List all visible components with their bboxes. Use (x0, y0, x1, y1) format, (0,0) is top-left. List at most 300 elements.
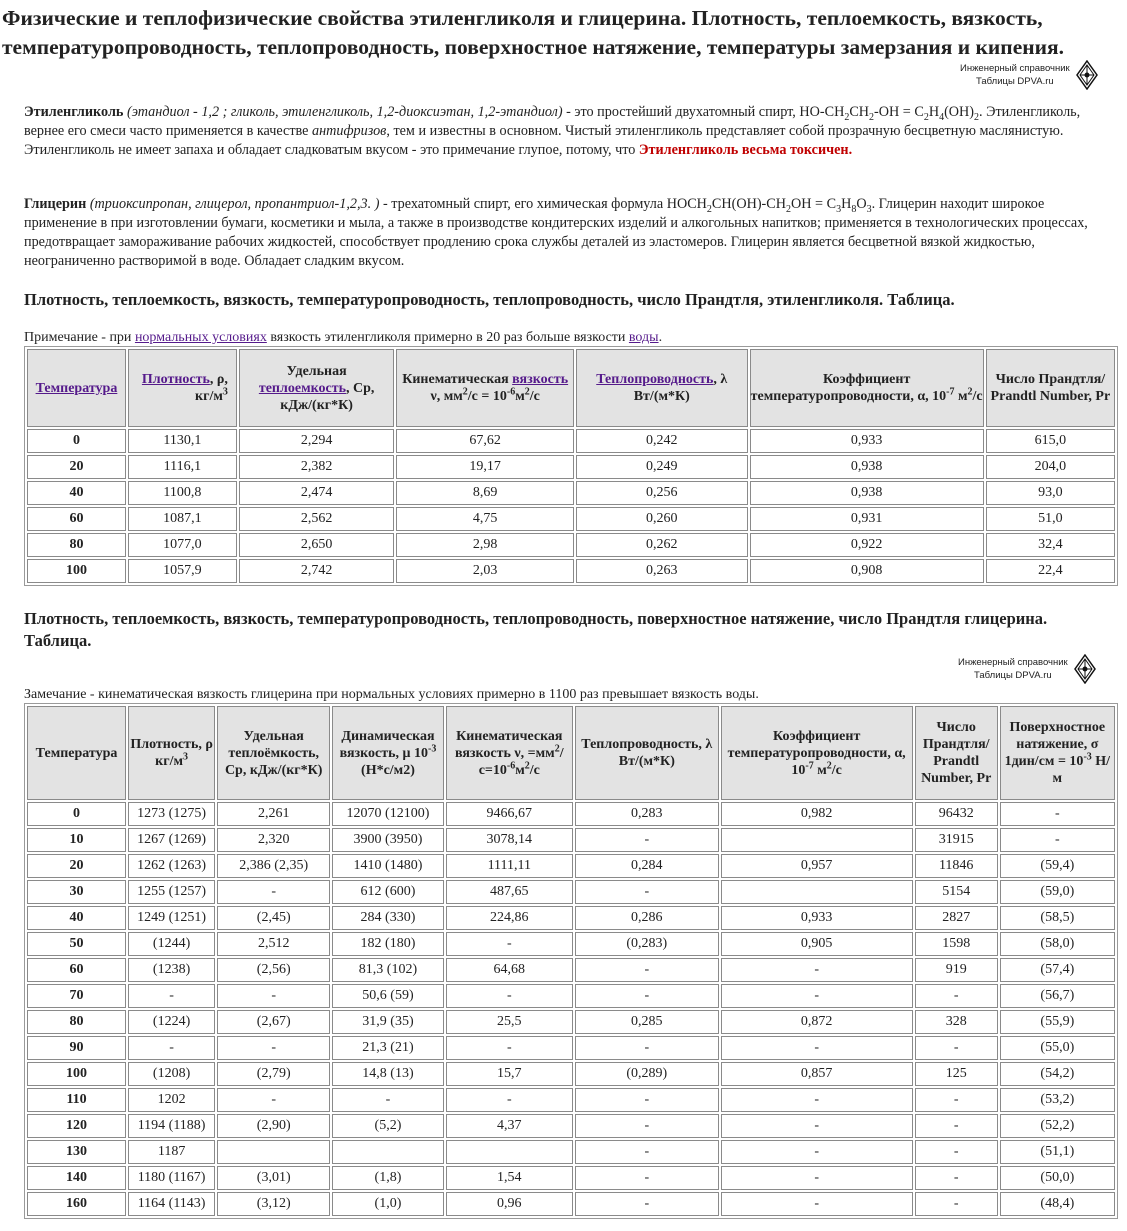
table-cell: 4,75 (396, 507, 574, 531)
table-cell: 1130,1 (128, 429, 237, 453)
table-cell: 0,96 (446, 1192, 573, 1216)
table-row (27, 481, 1115, 505)
temperature-cell: 80 (27, 533, 126, 557)
header-temperature: Температура (27, 706, 126, 800)
table-cell (217, 1140, 330, 1164)
table-cell: 2827 (915, 906, 998, 930)
table-cell: - (915, 1192, 998, 1216)
text-fragment: Динамическая вязкость, μ 10 (339, 728, 435, 761)
table-cell: 0,285 (575, 1010, 719, 1034)
table-cell: - (217, 880, 330, 904)
ethylene-glycol-table-body (27, 429, 1115, 583)
table-cell: - (446, 984, 573, 1008)
table-cell: 81,3 (102) (332, 958, 443, 982)
heat-capacity-link[interactable]: теплоемкость (258, 380, 346, 396)
viscosity-link[interactable]: вязкость (512, 372, 569, 387)
ethylene-glycol-table-title: Плотность, теплоемкость, вязкость, температуропроводность, теплопроводность, число Прандтля, этиленгликоля. Таблица. (24, 290, 955, 309)
table-cell: 3078,14 (446, 828, 573, 852)
text-fragment: Н/м (1052, 754, 1111, 786)
subscript: 3 (866, 203, 872, 215)
table-cell: (1,8) (332, 1166, 443, 1190)
temperature-cell: 0 (27, 802, 126, 826)
table-cell: (53,2) (1000, 1088, 1115, 1112)
table-cell: (1,0) (332, 1192, 443, 1216)
thermal-conductivity-link[interactable]: Теплопроводность (596, 372, 714, 387)
superscript: 2 (524, 386, 530, 398)
table-cell: - (217, 984, 330, 1008)
text-fragment: м (813, 762, 827, 778)
table-cell: 2,382 (239, 455, 394, 479)
text-fragment: -ОН = С (874, 104, 924, 120)
density-link[interactable]: Плотность (141, 372, 210, 387)
temperature-cell: 50 (27, 932, 126, 956)
header-prandtl: Число Прандтля/ Prandtl Number, Pr (915, 706, 998, 800)
table-cell: 2,650 (239, 533, 394, 557)
temperature-cell: 60 (27, 958, 126, 982)
table-cell: 0,256 (576, 481, 748, 505)
table-cell: (1238) (128, 958, 215, 982)
table-cell: - (446, 1036, 573, 1060)
text-fragment: /с (972, 389, 983, 404)
text-fragment: (Н*с/м2) (361, 762, 415, 778)
table-cell: - (1000, 802, 1115, 826)
water-link[interactable]: воды (628, 330, 659, 345)
glycerin-table-body (27, 802, 1115, 1216)
subscript: 2 (869, 111, 875, 123)
table-cell: 11846 (915, 854, 998, 878)
superscript: 3 (183, 751, 189, 763)
text-fragment: , λ Вт/(м*К) (633, 372, 728, 404)
table-cell: (2,90) (217, 1114, 330, 1138)
subscript: 2 (974, 111, 980, 123)
table-cell: (2,67) (217, 1010, 330, 1034)
table-cell: - (575, 828, 719, 852)
table-cell: 1262 (1263) (128, 854, 215, 878)
table-cell: - (721, 958, 913, 982)
text-fragment: /с=10 (478, 745, 564, 778)
superscript: -6 (506, 759, 516, 771)
table-cell (721, 828, 913, 852)
superscript: -3 (1083, 751, 1092, 763)
table-cell: 2,320 (217, 828, 330, 852)
table-cell: 31915 (915, 828, 998, 852)
table-header-row (27, 349, 1115, 427)
table-cell: (59,4) (1000, 854, 1115, 878)
table-cell: - (915, 984, 998, 1008)
table-cell: (50,0) (1000, 1166, 1115, 1190)
table-row (27, 533, 1115, 557)
temperature-cell: 70 (27, 984, 126, 1008)
temperature-cell: 40 (27, 906, 126, 930)
header-dynamic-viscosity (332, 706, 443, 800)
table-cell: 487,65 (446, 880, 573, 904)
table-cell: 2,474 (239, 481, 394, 505)
table-cell: - (575, 1140, 719, 1164)
temperature-cell: 30 (27, 880, 126, 904)
table-cell: 0,284 (575, 854, 719, 878)
table-row (27, 880, 1115, 904)
table-row (27, 1088, 1115, 1112)
table-cell: - (446, 932, 573, 956)
header-thermal-conductivity (576, 349, 748, 427)
table-cell: - (915, 1088, 998, 1112)
table-header-row (27, 706, 1115, 800)
table-cell: - (721, 1166, 913, 1190)
temperature-cell: 0 (27, 429, 126, 453)
table-cell: - (575, 1088, 719, 1112)
dpva-logo[interactable] (958, 654, 1096, 684)
ethylene-glycol-table (24, 346, 1118, 586)
text-fragment: /с = 10 (467, 389, 507, 404)
table-cell: 1164 (1143) (128, 1192, 215, 1216)
table-cell: (5,2) (332, 1114, 443, 1138)
table-cell: - (446, 1088, 573, 1112)
table-cell: 1273 (1275) (128, 802, 215, 826)
ethylene-glycol-table-note (24, 329, 662, 346)
temperature-cell: 80 (27, 1010, 126, 1034)
text-fragment: /с (831, 762, 842, 778)
header-temperature (27, 349, 126, 427)
table-row (27, 958, 1115, 982)
table-cell: 0,905 (721, 932, 913, 956)
superscript: 2 (462, 386, 468, 398)
subscript: 8 (851, 203, 857, 215)
text-fragment: (ОН) (944, 104, 975, 120)
table-cell: (2,56) (217, 958, 330, 982)
table-cell: (3,01) (217, 1166, 330, 1190)
table-cell: 1255 (1257) (128, 880, 215, 904)
table-cell: 284 (330) (332, 906, 443, 930)
ethylene-glycol-synonyms: (этандиол - 1,2 ; гликоль, этиленгликоль, 1,2-диоксиэтан, 1,2-этандиол) (126, 104, 563, 120)
table-row (27, 828, 1115, 852)
table-row (27, 1140, 1115, 1164)
table-cell: 2,03 (396, 559, 574, 583)
table-row (27, 1166, 1115, 1190)
text-fragment: CH(OH)-CH (711, 196, 786, 212)
table-cell: 31,9 (35) (332, 1010, 443, 1034)
table-cell: 93,0 (986, 481, 1115, 505)
temperature-link[interactable]: Температура (35, 380, 118, 396)
table-cell: 0,982 (721, 802, 913, 826)
header-density (128, 349, 237, 427)
temperature-cell: 120 (27, 1114, 126, 1138)
text-fragment: Коэффициент температуропроводности, α, 10 (727, 728, 906, 778)
temperature-cell: 110 (27, 1088, 126, 1112)
table-cell: 22,4 (986, 559, 1115, 583)
table-cell: 1116,1 (128, 455, 237, 479)
table-cell: 2,512 (217, 932, 330, 956)
temperature-cell: 20 (27, 854, 126, 878)
text-fragment: Коэффициент температуропроводности, α, 10 (750, 372, 947, 404)
table-cell: 32,4 (986, 533, 1115, 557)
text-fragment: Кинематическая вязкость ν, =мм (454, 728, 563, 761)
table-row (27, 507, 1115, 531)
table-row (27, 906, 1115, 930)
logo-line-1: Инженерный справочник (960, 63, 1070, 74)
table-cell: (58,0) (1000, 932, 1115, 956)
subscript: 2 (923, 111, 929, 123)
glycerin-name: Глицерин (24, 196, 87, 212)
table-cell: (3,12) (217, 1192, 330, 1216)
table-cell: - (721, 984, 913, 1008)
table-row (27, 429, 1115, 453)
superscript: 2 (524, 759, 530, 771)
superscript: 2 (826, 759, 832, 771)
table-cell: 21,3 (21) (332, 1036, 443, 1060)
table-cell: (55,9) (1000, 1010, 1115, 1034)
table-cell: 2,562 (239, 507, 394, 531)
text-fragment: . (658, 330, 663, 345)
temperature-cell: 100 (27, 559, 126, 583)
table-cell: - (721, 1192, 913, 1216)
table-cell: 12070 (12100) (332, 802, 443, 826)
table-cell: 4,37 (446, 1114, 573, 1138)
temperature-cell: 90 (27, 1036, 126, 1060)
table-cell: 0,933 (750, 429, 984, 453)
table-cell: 0,242 (576, 429, 748, 453)
table-cell: - (128, 984, 215, 1008)
table-cell (721, 880, 913, 904)
table-row (27, 854, 1115, 878)
table-cell: 2,294 (239, 429, 394, 453)
table-cell: 19,17 (396, 455, 574, 479)
header-thermal-diffusivity (721, 706, 913, 800)
text-fragment: Н (928, 104, 940, 120)
table-cell: 64,68 (446, 958, 573, 982)
page-title: Физические и теплофизические свойства этиленгликоля и глицерина. Плотность, теплоемкость, вязкость, температуропроводность, теплопроводность, поверхностное натяжение, температуры замерзания и кипения. (2, 6, 1065, 59)
table-cell: 1057,9 (128, 559, 237, 583)
table-cell: 0,262 (576, 533, 748, 557)
glycerin-description (24, 195, 1114, 271)
subscript: 4 (939, 111, 945, 123)
text-fragment: O (856, 196, 867, 212)
text-fragment: OH = C (791, 196, 837, 212)
table-cell: - (915, 1140, 998, 1164)
table-row (27, 984, 1115, 1008)
table-row (27, 1010, 1115, 1034)
header-heat-capacity (239, 349, 394, 427)
text-fragment: , ρ, кг/м (195, 372, 228, 404)
table-row (27, 1114, 1115, 1138)
table-cell: - (915, 1166, 998, 1190)
table-row (27, 455, 1115, 479)
table-cell: 0,938 (750, 481, 984, 505)
superscript: 2 (554, 742, 560, 754)
subscript: 2 (786, 203, 791, 215)
superscript: -6 (506, 386, 516, 398)
table-cell: 0,922 (750, 533, 984, 557)
table-cell: - (575, 1192, 719, 1216)
table-cell: 182 (180) (332, 932, 443, 956)
table-cell: - (575, 1036, 719, 1060)
table-cell: - (1000, 828, 1115, 852)
table-cell: 14,8 (13) (332, 1062, 443, 1086)
normal-conditions-link[interactable]: нормальных условиях (134, 330, 267, 345)
table-cell: 0,908 (750, 559, 984, 583)
header-kinematic-viscosity (396, 349, 574, 427)
text-fragment: СН (849, 104, 870, 120)
diamond-logo-icon (1076, 60, 1098, 90)
table-cell: 1187 (128, 1140, 215, 1164)
table-cell: 67,62 (396, 429, 574, 453)
table-cell: 1249 (1251) (128, 906, 215, 930)
table-cell: 1100,8 (128, 481, 237, 505)
table-cell: 5154 (915, 880, 998, 904)
table-cell: 2,98 (396, 533, 574, 557)
table-cell: - (721, 1088, 913, 1112)
superscript: -7 (946, 386, 955, 398)
ethylene-glycol-description (24, 103, 1114, 160)
table-cell: 224,86 (446, 906, 573, 930)
table-cell: - (575, 1166, 719, 1190)
text-fragment: м (515, 389, 525, 404)
table-cell: 1180 (1167) (128, 1166, 215, 1190)
table-cell: 0,283 (575, 802, 719, 826)
text-fragment: /с (529, 389, 540, 404)
text-fragment: Примечание - при (24, 330, 135, 345)
glycerin-table (24, 703, 1118, 1219)
table-cell: 328 (915, 1010, 998, 1034)
temperature-cell: 140 (27, 1166, 126, 1190)
header-prandtl: Число Прандтля/ Prandtl Number, Pr (986, 349, 1115, 427)
text-fragment: /с (529, 762, 540, 778)
table-cell: 0,931 (750, 507, 984, 531)
table-cell: 1111,11 (446, 854, 573, 878)
text-fragment: . Этиленгликоль, вернее его смеси часто применяется в качестве (24, 104, 1081, 139)
header-kinematic-viscosity (446, 706, 573, 800)
table-row (27, 802, 1115, 826)
antifreeze-term: антифризов (312, 123, 387, 139)
subscript: 3 (836, 203, 842, 215)
text-fragment: - трехатомный спирт, его химическая формула HOCH (379, 196, 707, 212)
table-row (27, 1192, 1115, 1216)
superscript: 3 (222, 386, 228, 398)
table-cell: 919 (915, 958, 998, 982)
table-cell: 25,5 (446, 1010, 573, 1034)
table-cell: - (128, 1036, 215, 1060)
table-cell: (1224) (128, 1010, 215, 1034)
table-cell: 0,933 (721, 906, 913, 930)
table-cell: 615,0 (986, 429, 1115, 453)
temperature-cell: 60 (27, 507, 126, 531)
temperature-cell: 100 (27, 1062, 126, 1086)
table-cell: - (915, 1036, 998, 1060)
table-cell: - (217, 1088, 330, 1112)
temperature-cell: 10 (27, 828, 126, 852)
table-cell: (56,7) (1000, 984, 1115, 1008)
logo-line-1: Инженерный справочник (958, 657, 1068, 668)
glycerin-synonyms: (триоксипропан, глицерол, пропантриол-1,2,3. ) (89, 196, 380, 212)
header-surface-tension (1000, 706, 1115, 800)
superscript: 2 (967, 386, 973, 398)
table-cell: 2,386 (2,35) (217, 854, 330, 878)
text-fragment: ν, мм (430, 389, 463, 404)
text-fragment: , Cp, кДж/(кг*К) (280, 380, 375, 413)
table-cell: - (575, 958, 719, 982)
text-fragment: Кинематическая (402, 372, 513, 387)
table-cell: 612 (600) (332, 880, 443, 904)
table-cell: 2,261 (217, 802, 330, 826)
table-cell: 8,69 (396, 481, 574, 505)
table-row (27, 932, 1115, 956)
temperature-cell: 20 (27, 455, 126, 479)
table-cell: 3900 (3950) (332, 828, 443, 852)
table-cell: 1598 (915, 932, 998, 956)
table-cell: - (915, 1114, 998, 1138)
logo-text (958, 656, 1068, 682)
table-cell: 125 (915, 1062, 998, 1086)
table-cell: 204,0 (986, 455, 1115, 479)
table-cell: (0,289) (575, 1062, 719, 1086)
table-cell: 50,6 (59) (332, 984, 443, 1008)
header-heat-capacity: Удельная теплоёмкость, Cp, кДж/(кг*К) (217, 706, 330, 800)
text-fragment: , тем и известны в основном. Чистый этиленгликоль представляет собой прозрачную бесцветную маслянистую. Этиленгликоль не имеет запаха и обладает сладковатым вкусом - это примечание глупое, потому, что (24, 123, 1064, 158)
temperature-cell: 40 (27, 481, 126, 505)
table-cell: (55,0) (1000, 1036, 1115, 1060)
table-cell: 0,263 (576, 559, 748, 583)
table-cell: 1267 (1269) (128, 828, 215, 852)
table-cell: 1194 (1188) (128, 1114, 215, 1138)
table-cell: (48,4) (1000, 1192, 1115, 1216)
text-fragment: Плотность, ρ кг/м (130, 737, 213, 769)
table-cell: (52,2) (1000, 1114, 1115, 1138)
text-fragment: м (954, 389, 968, 404)
logo-line-2: Таблицы DPVA.ru (974, 670, 1052, 681)
table-cell: 0,857 (721, 1062, 913, 1086)
diamond-logo-icon (1074, 654, 1096, 684)
table-cell: - (575, 984, 719, 1008)
table-cell: 0,957 (721, 854, 913, 878)
table-cell: 1202 (128, 1088, 215, 1112)
table-cell: 0,938 (750, 455, 984, 479)
text-fragment: H (841, 196, 852, 212)
header-density (128, 706, 215, 800)
table-cell: 0,872 (721, 1010, 913, 1034)
table-row (27, 1036, 1115, 1060)
glycerin-table-title: Плотность, теплоемкость, вязкость, температуропроводность, теплопроводность, поверхностное натяжение, число Прандтля глицерина. Таблица. (24, 609, 1048, 650)
table-cell: (2,79) (217, 1062, 330, 1086)
table-cell (332, 1140, 443, 1164)
table-cell: (59,0) (1000, 880, 1115, 904)
toxic-warning: Этиленгликоль весьма токсичен. (638, 142, 853, 158)
table-cell: - (721, 1114, 913, 1138)
table-cell: 9466,67 (446, 802, 573, 826)
text-fragment: м (515, 762, 525, 778)
table-cell: - (721, 1036, 913, 1060)
table-cell: (1244) (128, 932, 215, 956)
table-cell: 51,0 (986, 507, 1115, 531)
table-cell: 0,249 (576, 455, 748, 479)
header-thermal-diffusivity (750, 349, 984, 427)
temperature-cell: 160 (27, 1192, 126, 1216)
table-cell (446, 1140, 573, 1164)
subscript: 2 (844, 111, 850, 123)
dpva-logo[interactable] (960, 60, 1098, 90)
table-cell: - (575, 1114, 719, 1138)
logo-text (960, 62, 1070, 88)
table-cell: (2,45) (217, 906, 330, 930)
text-fragment: вязкость этиленгликоля примерно в 20 раз больше вязкости (266, 330, 629, 345)
table-cell: 1087,1 (128, 507, 237, 531)
table-cell: 0,286 (575, 906, 719, 930)
table-row (27, 1062, 1115, 1086)
table-cell: (58,5) (1000, 906, 1115, 930)
table-row (27, 559, 1115, 583)
table-cell: 0,260 (576, 507, 748, 531)
table-cell: (1208) (128, 1062, 215, 1086)
table-cell: - (721, 1140, 913, 1164)
table-cell: 1077,0 (128, 533, 237, 557)
